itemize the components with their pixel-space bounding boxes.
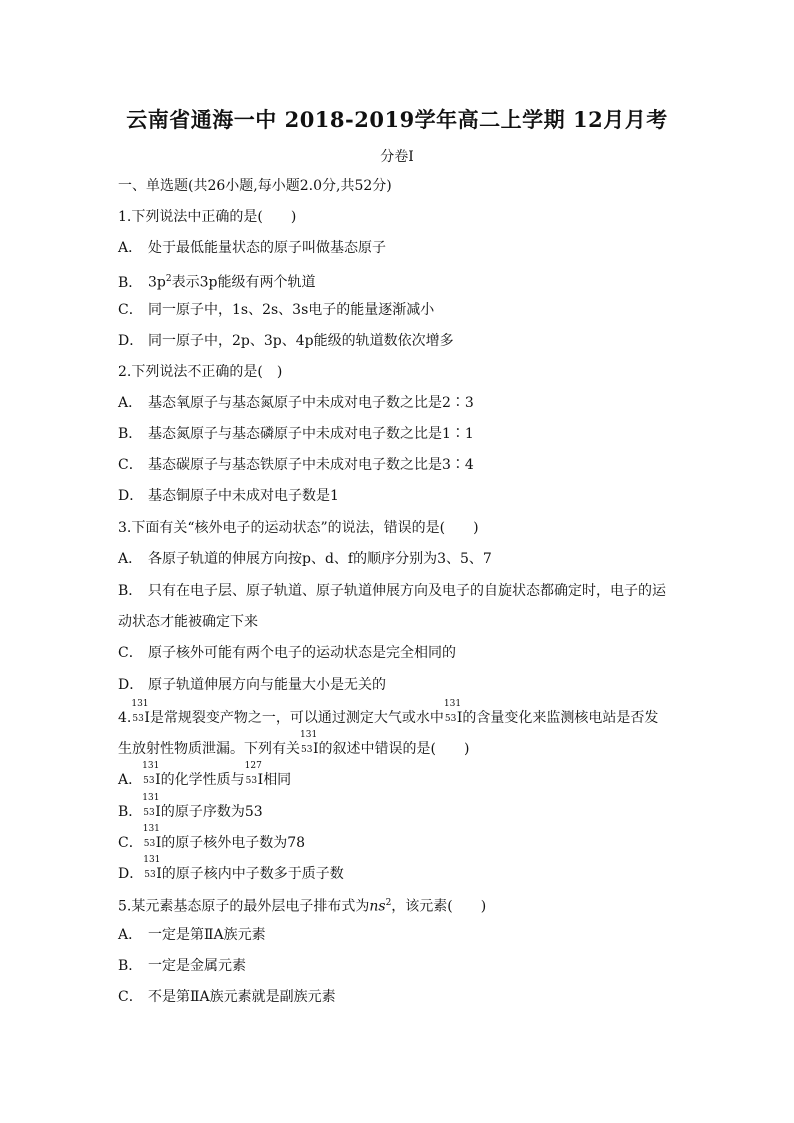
option-label: C． [118,989,143,1005]
superscript: 2 [385,898,392,908]
q3-stem: 3.下面有关“核外电子的运动状态”的说法，错误的是( ) [118,520,479,536]
option-text: 只有在电子层、原子轨道、原子轨道伸展方向及电子的自旋状态都确定时，电子的运 [148,583,666,599]
option-text: 原子核外可能有两个电子的运动状态是完全相同的 [148,645,456,661]
option-label: D． [118,488,144,504]
isotope-i131 [131,699,149,724]
option-label: D． [118,677,144,693]
mass-number: 131 [300,730,318,740]
stem-text: 是常规裂变产物之一，可以通过测定大气或水中 [149,710,444,726]
atomic-number: 53 [245,776,258,786]
option-text: 的原子序数为53 [160,804,263,820]
option-text: 原子轨道伸展方向与能量大小是无关的 [148,677,386,693]
q2-option-d [118,486,339,506]
q4-stem-line2 [118,730,470,759]
mass-number: 131 [143,855,161,865]
q4-stem-line1 [118,699,659,728]
q2-option-b [118,424,474,444]
q4-option-b [118,793,263,822]
option-label: A． [118,395,143,411]
option-label: D． [118,333,144,349]
q2-option-c [118,455,474,475]
q5-option-a [118,925,266,945]
element-symbol: I [155,772,161,788]
mass-number: 131 [131,699,149,709]
option-label: C． [118,835,143,851]
option-label: A． [118,551,143,567]
stem-text: 生放射性物质泄漏。下列有关 [118,741,300,757]
q4-option-c [118,824,306,853]
isotope-i131 [443,699,462,724]
q1-option-b [118,269,315,293]
option-text: 一定是第ⅡA族元素 [148,927,266,943]
option-label: C． [118,645,143,661]
superscript: 2 [165,274,172,284]
q2-option-a [118,393,474,413]
option-text: 基态氮原子与基态磷原子中未成对电子数之比是1∶1 [148,426,474,442]
option-label: B． [118,274,143,291]
option-label: B． [118,583,143,599]
isotope-i131 [142,824,160,849]
option-text: 同一原子中，2p、3p、4p能级的轨道数依次增多 [148,333,454,349]
q1-stem: 1.下列说法中正确的是( ) [118,209,297,225]
page-subtitle: 分卷I [380,149,414,165]
stem-text: 的叙述中错误的是( ) [318,741,470,757]
option-text: 相同 [263,772,292,788]
option-text: 处于最低能量状态的原子叫做基态原子 [148,240,386,256]
section-heading: 一、单选题(共26小题,每小题2.0分,共52分) [118,178,392,194]
option-label: A． [118,240,143,256]
mass-number: 127 [244,761,262,771]
atomic-number: 53 [143,839,156,849]
mass-number: 131 [142,761,160,771]
q5-option-b [118,956,246,976]
option-text: 基态氧原子与基态氮原子中未成对电子数之比是2∶3 [148,395,474,411]
option-label: B． [118,958,143,974]
option-text-pre: 3p [148,274,166,291]
stem-text: ns [369,898,386,915]
q3-option-b-continued: 动状态才能被确定下来 [118,614,258,630]
option-text-post: 表示3p能级有两个轨道 [171,274,316,291]
question-number: 4. [118,710,132,726]
mass-number: 131 [142,824,160,834]
q1-option-a [118,238,386,258]
isotope-i127 [244,761,262,786]
element-symbol: I [257,772,264,788]
q5-stem [118,893,486,917]
option-text: 的化学性质与 [160,772,245,788]
option-text: 同一原子中，1s、2s、3s电子的能量逐渐减小 [148,302,435,318]
atomic-number: 53 [444,714,457,724]
q2-stem: 2.下列说法不正确的是( ) [118,364,283,380]
element-symbol: I [456,710,463,726]
atomic-number: 53 [143,776,155,786]
option-label: B． [118,426,143,442]
option-text: 基态碳原子与基态铁原子中未成对电子数之比是3∶4 [148,457,474,473]
q3-option-b [118,581,666,601]
option-text: 各原子轨道的伸展方向按p、d、f的顺序分别为3、5、7 [148,551,492,567]
option-label: D． [118,866,144,882]
q1-option-c [118,300,434,320]
element-symbol: I [156,866,162,882]
atomic-number: 53 [143,808,155,818]
q1-option-d [118,331,454,351]
stem-text: 5.某元素基态原子的最外层电子排布式为 [118,898,370,915]
option-label: B． [118,804,143,820]
option-label: C． [118,457,143,473]
page-title: 云南省通海一中 2018-2019学年高二上学期 12月月考 [126,107,668,132]
option-text: 的原子核内中子数多于质子数 [161,866,344,882]
stem-text: 的含量变化来监测核电站是否发 [462,710,659,726]
stem-text: ，该元素( ) [391,898,487,915]
q3-option-a [118,549,492,569]
element-symbol: I [155,835,162,851]
option-text: 一定是金属元素 [148,958,246,974]
atomic-number: 53 [301,745,313,755]
q3-option-c [118,643,456,663]
element-symbol: I [313,741,319,757]
option-text: 基态铜原子中未成对电子数是1 [148,488,339,504]
mass-number: 131 [443,699,462,709]
option-text: 不是第ⅡA族元素就是副族元素 [148,989,336,1005]
atomic-number: 53 [132,714,144,724]
element-symbol: I [155,804,161,820]
q5-option-c [118,987,336,1007]
option-label: C． [118,302,143,318]
q3-option-d [118,675,386,695]
atomic-number: 53 [144,870,156,880]
isotope-i131 [143,855,161,880]
q4-option-a [118,761,292,790]
mass-number: 131 [142,793,160,803]
isotope-i131 [142,793,160,818]
q4-option-d [118,855,344,884]
isotope-i131 [142,761,160,786]
isotope-i131 [300,730,318,755]
element-symbol: I [144,710,150,726]
option-text: 的原子核外电子数为78 [161,835,306,851]
option-label: A． [118,772,143,788]
option-label: A． [118,927,143,943]
